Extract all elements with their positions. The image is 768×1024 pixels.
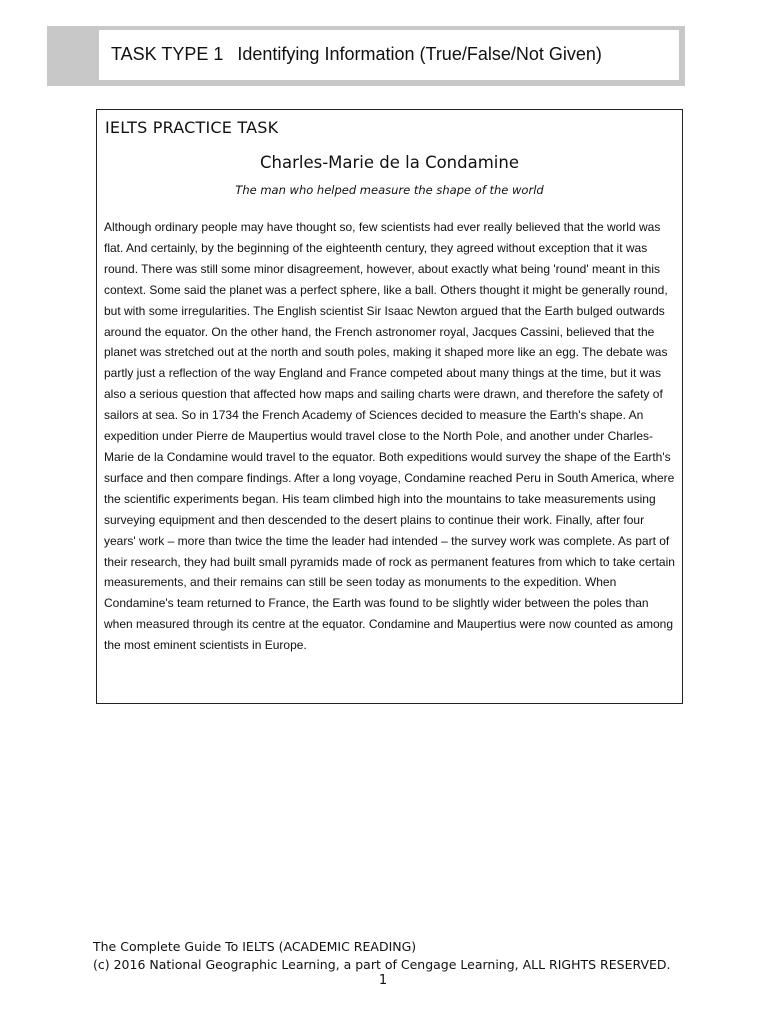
task-label: IELTS PRACTICE TASK bbox=[105, 118, 279, 137]
footer bbox=[93, 938, 671, 974]
task-type-label: TASK TYPE 1 bbox=[111, 44, 224, 64]
practice-task-box bbox=[96, 109, 683, 704]
footer-line-2: (c) 2016 National Geographic Learning, a part of Cengage Learning, ALL RIGHTS RESERVED. bbox=[93, 957, 671, 972]
footer-line-1: The Complete Guide To IELTS (ACADEMIC READING) bbox=[93, 939, 417, 954]
page-number-text: 1 bbox=[378, 973, 388, 988]
passage-title: Charles-Marie de la Condamine bbox=[259, 153, 519, 172]
task-type-name: Identifying Information (True/False/Not Given) bbox=[237, 44, 602, 64]
passage-body: Although ordinary people may have thought so, few scientists had ever really believed that the world was flat. And certainly, by the beginning of the eighteenth century, they agreed without exception that it was round. There was still some minor disagreement, however, about exactly what being 'round' meant in this context. Some said the planet was a perfect sphere, like a ball. Others thought it might be generally round, but with some irregularities. The English scientist Sir Isaac Newton argued that the Earth bulged outwards around the equator. On the other hand, the French astronomer royal, Jacques Cassini, believed that the planet was stretched out at the north and south poles, making it shaped more like an egg. The debate was partly just a reflection of the way England and France competed about many things at the time, but it was also a serious question that affected how maps and sailing charts were drawn, and therefore the safety of sailors at sea. So in 1734 the French Academy of Sciences decided to measure the Earth's shape. An expedition under Pierre de Maupertius would travel close to the North Pole, and another under Charles-Marie de la Condamine would travel to the equator. Both expeditions would survey the shape of the Earth's surface and then compare findings. After a long voyage, Condamine reached Peru in South America, where the scientific experiments began. His team climbed high into the mountains to take measurements using surveying equipment and then descended to the desert plains to continue their work. Finally, after four years' work – more than twice the time the leader had intended – the survey work was complete. As part of their research, they had built small pyramids made of rock as permanent features from which to take certain measurements, and their remains can still be seen today as monuments to the expedition. When Condamine's team returned to France, the Earth was found to be slightly wider between the poles than when measured through its centre at the equator. Condamine and Maupertius were now counted as among the most eminent scientists in Europe. bbox=[104, 220, 675, 653]
page-header-title bbox=[111, 44, 602, 65]
header-box bbox=[99, 30, 679, 80]
page-number bbox=[0, 973, 768, 988]
passage-subtitle: The man who helped measure the shape of the world bbox=[235, 183, 544, 197]
